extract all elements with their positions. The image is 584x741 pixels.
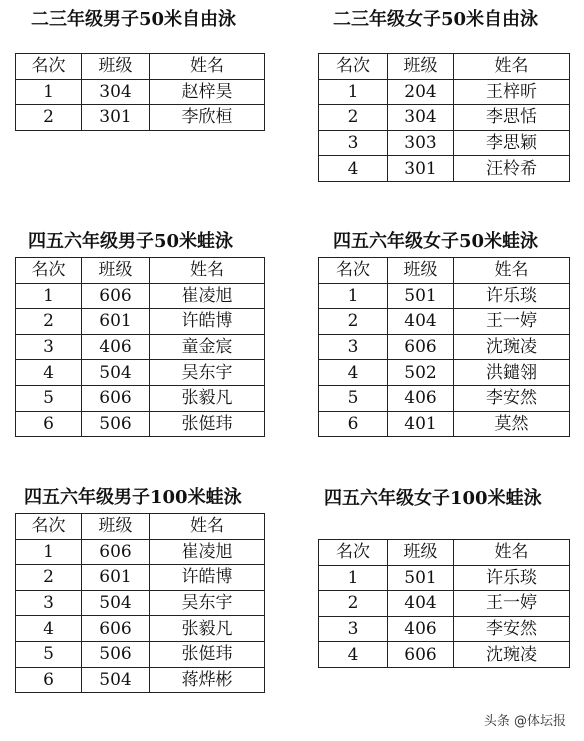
- class-cell: 401: [388, 411, 454, 437]
- table-title-girls-100m-breaststroke-g456: 四五六年级女子100米蛙泳: [324, 488, 542, 509]
- name-cell: 张毅凡: [150, 616, 265, 642]
- header-name: 姓名: [150, 258, 265, 284]
- table-row: [319, 360, 570, 386]
- header-class: 班级: [82, 54, 150, 80]
- header-class: 班级: [388, 54, 454, 80]
- name-cell: 汪柃希: [454, 156, 570, 182]
- header-class: 班级: [82, 514, 150, 540]
- header-class: 班级: [388, 258, 454, 284]
- table-row: [319, 334, 570, 360]
- name-cell: 李思恬: [454, 105, 570, 131]
- rank-cell: 1: [16, 283, 82, 309]
- rank-cell: 2: [319, 105, 388, 131]
- results-table-boys-50m-freestyle-g23: [15, 53, 265, 131]
- class-cell: 404: [388, 591, 454, 617]
- table-row: [16, 334, 265, 360]
- header-name: 姓名: [454, 54, 570, 80]
- header-rank: 名次: [16, 54, 82, 80]
- table-body: [16, 79, 265, 130]
- rank-cell: 6: [16, 411, 82, 437]
- class-cell: 204: [388, 79, 454, 105]
- class-cell: 502: [388, 360, 454, 386]
- table-body: [16, 283, 265, 437]
- name-cell: 崔凌旭: [150, 539, 265, 565]
- rank-cell: 2: [16, 309, 82, 335]
- name-cell: 许皓博: [150, 565, 265, 591]
- name-cell: 王梓昕: [454, 79, 570, 105]
- name-cell: 许乐琰: [454, 283, 570, 309]
- rank-cell: 2: [319, 309, 388, 335]
- class-cell: 606: [82, 616, 150, 642]
- table-row: [16, 105, 265, 131]
- class-cell: 406: [82, 334, 150, 360]
- name-cell: 许皓博: [150, 309, 265, 335]
- header-rank: 名次: [319, 54, 388, 80]
- name-cell: 崔凌旭: [150, 283, 265, 309]
- table-header-row: [16, 54, 265, 80]
- table-row: [16, 641, 265, 667]
- name-cell: 莫然: [454, 411, 570, 437]
- results-table-girls-50m-breaststroke-g456: [318, 257, 570, 437]
- table-row: [16, 309, 265, 335]
- class-cell: 406: [388, 616, 454, 642]
- results-table-girls-50m-freestyle-g23: [318, 53, 570, 182]
- table-header-row: [319, 540, 570, 566]
- name-cell: 李思颖: [454, 130, 570, 156]
- table-title-girls-50m-freestyle-g23: 二三年级女子50米自由泳: [333, 9, 539, 30]
- table-row: [16, 283, 265, 309]
- table-row: [319, 565, 570, 591]
- rank-cell: 3: [319, 130, 388, 156]
- class-cell: 506: [82, 411, 150, 437]
- rank-cell: 1: [319, 79, 388, 105]
- rank-cell: 6: [319, 411, 388, 437]
- table-header-row: [319, 54, 570, 80]
- results-table-boys-50m-breaststroke-g456: [15, 257, 265, 437]
- table-row: [319, 616, 570, 642]
- class-cell: 501: [388, 565, 454, 591]
- rank-cell: 3: [16, 590, 82, 616]
- name-cell: 许乐琰: [454, 565, 570, 591]
- class-cell: 606: [82, 385, 150, 411]
- rank-cell: 1: [16, 539, 82, 565]
- name-cell: 王一婷: [454, 309, 570, 335]
- name-cell: 张侹玮: [150, 411, 265, 437]
- results-table-boys-100m-breaststroke-g456: [15, 513, 265, 693]
- class-cell: 301: [82, 105, 150, 131]
- table-row: [319, 130, 570, 156]
- header-name: 姓名: [150, 514, 265, 540]
- header-name: 姓名: [454, 258, 570, 284]
- name-cell: 张毅凡: [150, 385, 265, 411]
- table-title-boys-50m-breaststroke-g456: 四五六年级男子50米蛙泳: [28, 231, 234, 252]
- class-cell: 606: [82, 539, 150, 565]
- class-cell: 606: [388, 642, 454, 668]
- table-body: [319, 565, 570, 667]
- table-row: [16, 616, 265, 642]
- class-cell: 504: [82, 360, 150, 386]
- name-cell: 李安然: [454, 616, 570, 642]
- class-cell: 601: [82, 565, 150, 591]
- header-rank: 名次: [16, 514, 82, 540]
- rank-cell: 1: [319, 283, 388, 309]
- rank-cell: 1: [319, 565, 388, 591]
- rank-cell: 4: [319, 156, 388, 182]
- name-cell: 张侹玮: [150, 641, 265, 667]
- table-row: [16, 539, 265, 565]
- header-name: 姓名: [454, 540, 570, 566]
- table-title-girls-50m-breaststroke-g456: 四五六年级女子50米蛙泳: [333, 231, 539, 252]
- table-row: [16, 360, 265, 386]
- class-cell: 404: [388, 309, 454, 335]
- table-row: [16, 667, 265, 693]
- rank-cell: 3: [16, 334, 82, 360]
- table-body: [16, 539, 265, 693]
- name-cell: 沈琬凌: [454, 642, 570, 668]
- class-cell: 304: [82, 79, 150, 105]
- header-rank: 名次: [319, 540, 388, 566]
- table-row: [16, 565, 265, 591]
- table-row: [319, 79, 570, 105]
- rank-cell: 5: [16, 385, 82, 411]
- table-header-row: [319, 258, 570, 284]
- rank-cell: 4: [319, 642, 388, 668]
- table-row: [16, 411, 265, 437]
- name-cell: 吴东宇: [150, 590, 265, 616]
- class-cell: 606: [82, 283, 150, 309]
- results-table-girls-100m-breaststroke-g456: [318, 539, 570, 668]
- rank-cell: 4: [319, 360, 388, 386]
- table-row: [319, 309, 570, 335]
- watermark-text: 头条 @体坛报: [483, 714, 566, 729]
- table-row: [16, 79, 265, 105]
- class-cell: 406: [388, 385, 454, 411]
- class-cell: 606: [388, 334, 454, 360]
- class-cell: 301: [388, 156, 454, 182]
- name-cell: 赵梓昊: [150, 79, 265, 105]
- rank-cell: 5: [16, 641, 82, 667]
- table-row: [16, 590, 265, 616]
- table-header-row: [16, 258, 265, 284]
- name-cell: 童金宸: [150, 334, 265, 360]
- table-title-boys-50m-freestyle-g23: 二三年级男子50米自由泳: [31, 9, 237, 30]
- table-row: [319, 105, 570, 131]
- name-cell: 王一婷: [454, 591, 570, 617]
- name-cell: 李安然: [454, 385, 570, 411]
- rank-cell: 2: [319, 591, 388, 617]
- name-cell: 李欣桓: [150, 105, 265, 131]
- class-cell: 504: [82, 590, 150, 616]
- name-cell: 吴东宇: [150, 360, 265, 386]
- table-row: [319, 156, 570, 182]
- header-rank: 名次: [16, 258, 82, 284]
- table-row: [319, 283, 570, 309]
- header-rank: 名次: [319, 258, 388, 284]
- table-row: [319, 385, 570, 411]
- header-class: 班级: [388, 540, 454, 566]
- rank-cell: 2: [16, 565, 82, 591]
- table-title-boys-100m-breaststroke-g456: 四五六年级男子100米蛙泳: [24, 487, 242, 508]
- name-cell: 洪鑓翎: [454, 360, 570, 386]
- class-cell: 504: [82, 667, 150, 693]
- table-header-row: [16, 514, 265, 540]
- class-cell: 304: [388, 105, 454, 131]
- rank-cell: 4: [16, 360, 82, 386]
- rank-cell: 6: [16, 667, 82, 693]
- rank-cell: 3: [319, 334, 388, 360]
- rank-cell: 2: [16, 105, 82, 131]
- class-cell: 601: [82, 309, 150, 335]
- table-row: [319, 642, 570, 668]
- class-cell: 506: [82, 641, 150, 667]
- table-row: [319, 591, 570, 617]
- header-name: 姓名: [150, 54, 265, 80]
- name-cell: 沈琬凌: [454, 334, 570, 360]
- name-cell: 蒋烨彬: [150, 667, 265, 693]
- rank-cell: 4: [16, 616, 82, 642]
- table-body: [319, 79, 570, 181]
- class-cell: 501: [388, 283, 454, 309]
- rank-cell: 1: [16, 79, 82, 105]
- rank-cell: 5: [319, 385, 388, 411]
- rank-cell: 3: [319, 616, 388, 642]
- header-class: 班级: [82, 258, 150, 284]
- table-row: [319, 411, 570, 437]
- table-row: [16, 385, 265, 411]
- class-cell: 303: [388, 130, 454, 156]
- table-body: [319, 283, 570, 437]
